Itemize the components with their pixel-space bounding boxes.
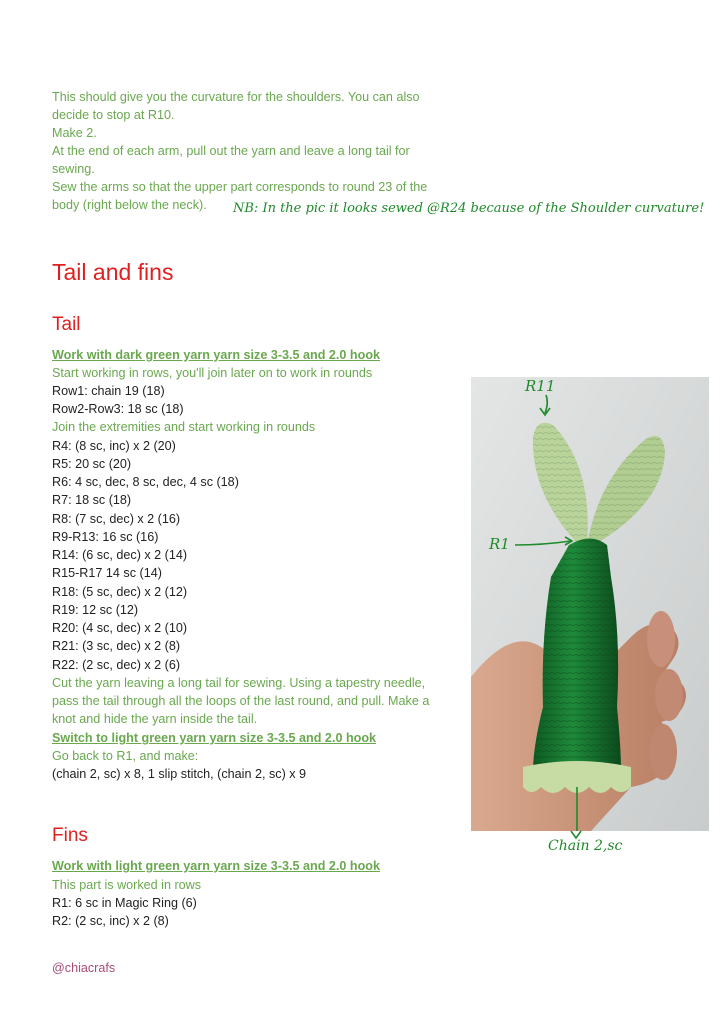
- intro-line-1: This should give you the curvature for the shoulders. You can also: [52, 90, 420, 104]
- tail-line-14: R19: 12 sc (12): [52, 603, 139, 617]
- tail-line-12: R15-R17 14 sc (14): [52, 566, 162, 580]
- tail-line-11: R14: (6 sc, dec) x 2 (14): [52, 548, 188, 562]
- tail-line-1: Start working in rows, you'll join later on to work in rounds: [52, 366, 373, 380]
- tail-line-9: R8: (7 sc, dec) x 2 (16): [52, 512, 181, 526]
- tail-line-15: R20: (4 sc, dec) x 2 (10): [52, 621, 188, 635]
- tail-photo: [471, 377, 709, 831]
- section-title: Tail and fins: [52, 259, 174, 285]
- tail-line-13: R18: (5 sc, dec) x 2 (12): [52, 585, 188, 599]
- fins-subheading: Work with light green yarn yarn size 3-3.5 and 2.0 hook: [52, 859, 380, 873]
- photo-label-r11: R11: [525, 377, 556, 395]
- fins-line-1: This part is worked in rows: [52, 878, 202, 892]
- fins-line-2: R1: 6 sc in Magic Ring (6): [52, 896, 197, 910]
- intro-line-7: body (right below the neck).: [52, 198, 207, 212]
- tail-line-7: R6: 4 sc, dec, 8 sc, dec, 4 sc (18): [52, 475, 239, 489]
- tail-line-6: R5: 20 sc (20): [52, 457, 132, 471]
- chain-arrow-head: [570, 830, 582, 840]
- tail-line-19: pass the tail through all the loops of the last round, and pull. Make a: [52, 694, 430, 708]
- tail-line-10: R9-R13: 16 sc (16): [52, 530, 159, 544]
- tail-title: Tail: [52, 314, 81, 335]
- intro-line-3: Make 2.: [52, 126, 97, 140]
- tail-line-4: Join the extremities and start working in rounds: [52, 420, 316, 434]
- fins-title: Fins: [52, 825, 88, 846]
- fins-line-3: R2: (2 sc, inc) x 2 (8): [52, 914, 169, 928]
- tail-line-8: R7: 18 sc (18): [52, 493, 132, 507]
- photo-label-chain: Chain 2,sc: [548, 838, 623, 854]
- tail-line-18: Cut the yarn leaving a long tail for sewing. Using a tapestry needle,: [52, 676, 426, 690]
- footer-credit: @chiacrafs: [52, 961, 116, 975]
- handwritten-note: NB: In the pic it looks sewed @R24 because of the Shoulder curvature!: [233, 201, 705, 216]
- tail-line2-1: Go back to R1, and make:: [52, 749, 199, 763]
- tail-line-3: Row2-Row3: 18 sc (18): [52, 402, 184, 416]
- tail-line-2: Row1: chain 19 (18): [52, 384, 165, 398]
- tail-line-16: R21: (3 sc, dec) x 2 (8): [52, 639, 181, 653]
- intro-line-6: Sew the arms so that the upper part corresponds to round 23 of the: [52, 180, 428, 194]
- tail-line-20: knot and hide the yarn inside the tail.: [52, 712, 258, 726]
- intro-line-2: decide to stop at R10.: [52, 108, 175, 122]
- intro-line-4: At the end of each arm, pull out the yarn and leave a long tail for: [52, 144, 410, 158]
- intro-line-5: sewing.: [52, 162, 95, 176]
- tail-subheading: Work with dark green yarn yarn size 3-3.5 and 2.0 hook: [52, 348, 381, 362]
- photo-label-r1: R1: [489, 535, 510, 553]
- tail-line-17: R22: (2 sc, dec) x 2 (6): [52, 658, 181, 672]
- tail-line-5: R4: (8 sc, inc) x 2 (20): [52, 439, 176, 453]
- tail-subheading-2: Switch to light green yarn yarn size 3-3.5 and 2.0 hook: [52, 731, 377, 745]
- tail-line2-2: (chain 2, sc) x 8, 1 slip stitch, (chain 2, sc) x 9: [52, 767, 307, 781]
